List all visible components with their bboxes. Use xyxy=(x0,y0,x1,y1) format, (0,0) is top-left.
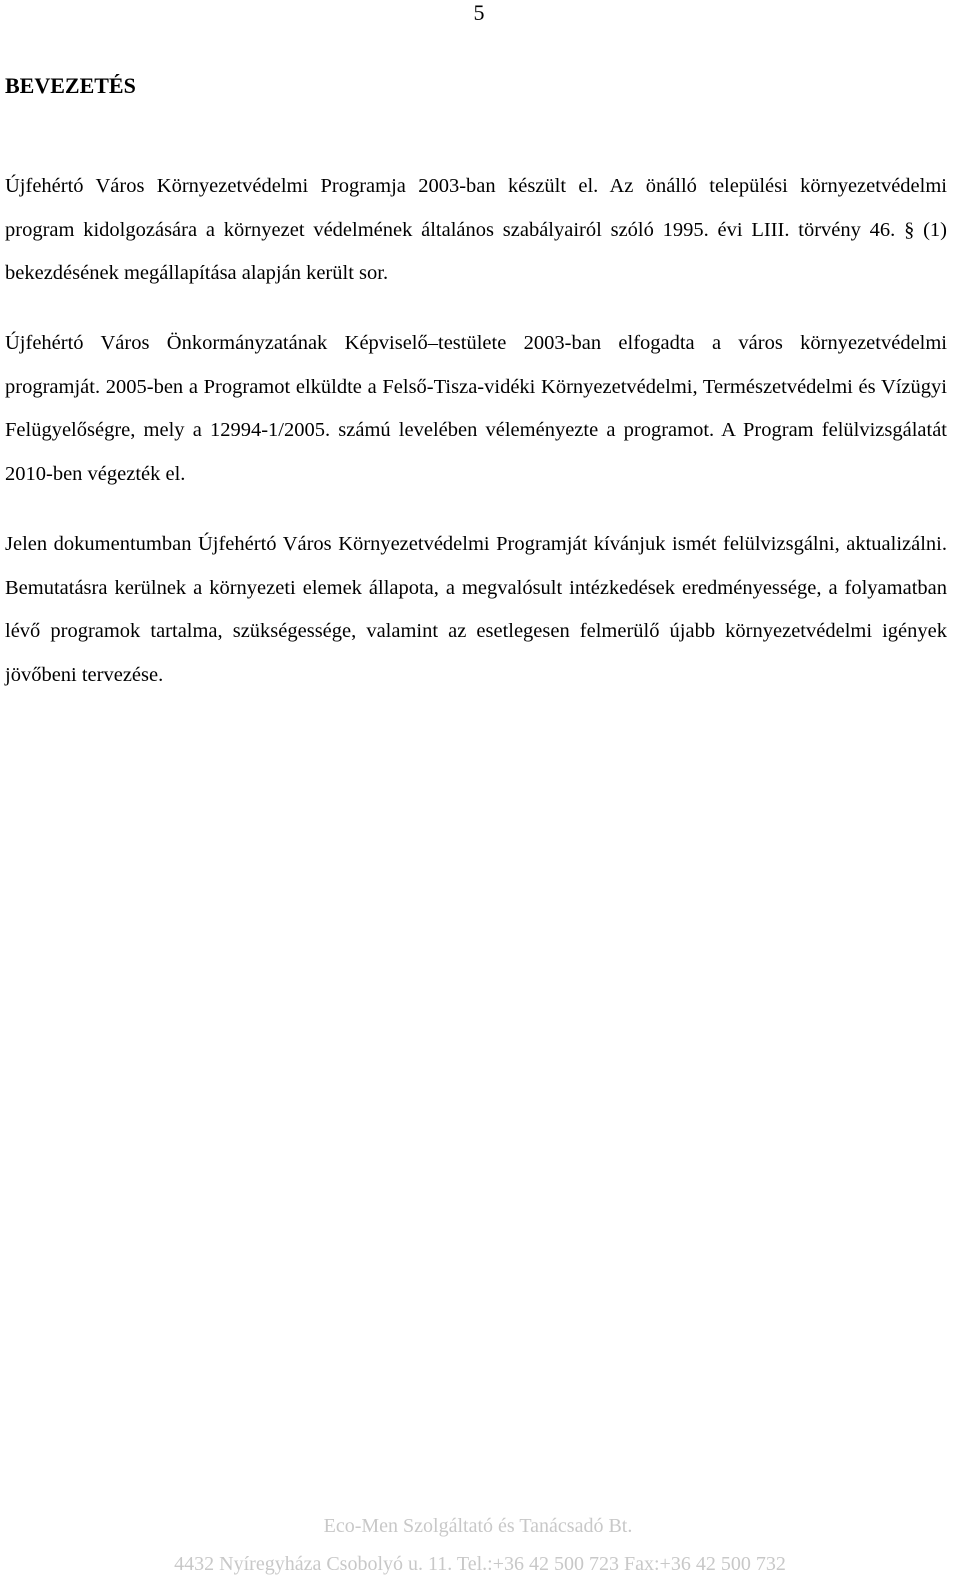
footer-address: 4432 Nyíregyháza Csobolyó u. 11. Tel.:+36 42 500 723 Fax:+36 42 500 732 xyxy=(174,1553,786,1575)
section-heading: BEVEZETÉS xyxy=(5,73,136,98)
page-number: 5 xyxy=(473,0,485,25)
paragraph-purpose: Jelen dokumentumban Újfehértó Város Környezetvédelmi Programját kívánjuk ismét felülvizsgálni, aktualizálni. Bemutatásra kerülnek a környezeti elemek állapota, a megvalósult intézkedések eredményessége, a folyamatban lévő programok tartalma, szükségessége, valamint az esetlegesen felmerülő újabb környezetvédelmi igények jövőbeni tervezése. xyxy=(5,533,947,686)
paragraph-history: Újfehértó Város Önkormányzatának Képviselő–testülete 2003-ban elfogadta a város környezetvédelmi programját. 2005-ben a Programot elküldte a Felső-Tisza-vidéki Környezetvédelmi, Természetvédelmi és Vízügyi Felügyelőségre, mely a 12994-1/2005. számú levelében véleményezte a programot. A Program felülvizsgálatát 2010-ben végezték el. xyxy=(5,332,947,485)
paragraph-intro: Újfehértó Város Környezetvédelmi Programja 2003-ban készült el. Az önálló települési környezetvédelmi program kidolgozására a környezet védelmének általános szabályairól szóló 1995. évi LIII. törvény 46. § (1) bekezdésének megállapítása alapján került sor. xyxy=(5,175,947,284)
footer-company-name: Eco-Men Szolgáltató és Tanácsadó Bt. xyxy=(323,1515,633,1537)
